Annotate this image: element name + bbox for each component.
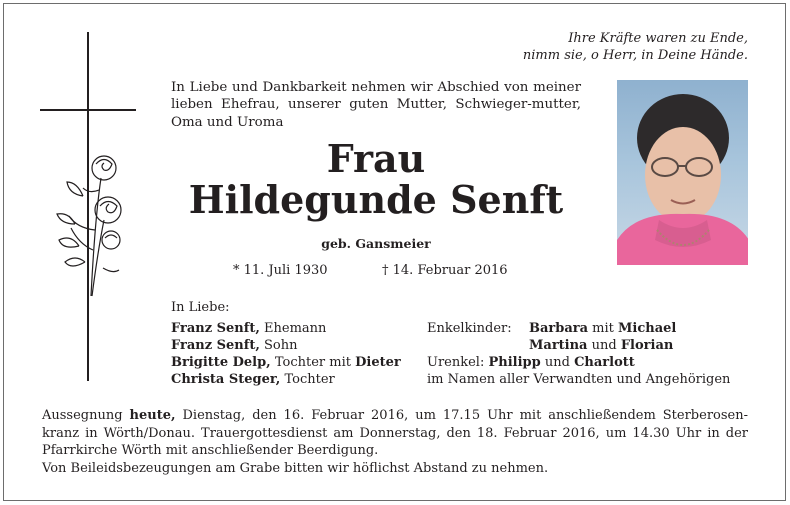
death-date: † 14. Februar 2016 xyxy=(382,263,508,278)
grandchildren-line-2 xyxy=(427,337,730,354)
family-member xyxy=(171,320,401,337)
family-member xyxy=(171,354,401,371)
name-prefix: Frau xyxy=(326,136,426,181)
intro-text: In Liebe und Dankbarkeit nehmen wir Abschied von meiner lieben Ehefrau, unserer guten Mutter, Schwieger-mutter, Oma und Uroma xyxy=(171,80,581,130)
funeral-day: heute, xyxy=(129,408,176,423)
mourners-label: In Liebe: xyxy=(171,300,230,315)
birth-date: * 11. Juli 1930 xyxy=(233,263,328,278)
grandchildren-label: Enkelkinder: xyxy=(427,321,512,336)
funeral-info xyxy=(42,407,748,477)
family-member-relation: Sohn xyxy=(259,338,298,353)
family-member-name: Brigitte Delp, xyxy=(171,355,271,370)
motto-line-2: nimm sie, o Herr, in Deine Hände. xyxy=(522,48,748,63)
family-member-relation: Tochter xyxy=(280,372,335,387)
condolence-note: Von Beileidsbezeugungen am Grabe bitten wir höflichst Abstand zu nehmen. xyxy=(42,460,549,476)
great-grandchildren-label: Urenkel: xyxy=(427,355,489,370)
family-member-name: Franz Senft, xyxy=(171,338,260,353)
others-line: im Namen aller Verwandten und Angehörigen xyxy=(427,372,731,387)
funeral-paragraph xyxy=(42,407,748,460)
great-grandchild-name: Philipp xyxy=(488,355,541,370)
family-member-name: Christa Steger, xyxy=(171,372,281,387)
grandchild-name: Michael xyxy=(618,321,677,336)
motto xyxy=(470,30,748,64)
great-grandchild-connector: und xyxy=(540,355,575,370)
great-grandchild-name: Charlott xyxy=(574,355,635,370)
grandchild-connector: mit xyxy=(588,321,619,336)
family-list xyxy=(171,320,401,388)
portrait-illustration xyxy=(617,80,748,265)
motto-line-1: Ihre Kräfte waren zu Ende, xyxy=(568,31,748,46)
cross-horizontal-bar xyxy=(40,109,136,111)
funeral-details: Dienstag, den 16. Februar 2016, um 17.15 Uhr mit anschließendem Sterberosen-kranz in Wörth/Donau. Trauergottesdienst am Donnerstag, den 18. Februar 2016, um 14.30 Uhr in der Pfarrkirche Wörth mit anschließender Beerdigung. xyxy=(42,408,748,458)
grandchild-name: Barbara xyxy=(529,321,589,336)
portrait-photo xyxy=(617,80,748,265)
grandchildren-block xyxy=(427,320,730,388)
rose-branch-icon xyxy=(55,150,130,300)
family-member-name: Franz Senft, xyxy=(171,321,260,336)
family-member-relation: Ehemann xyxy=(259,321,327,336)
funeral-text: Aussegnung xyxy=(42,408,130,423)
deceased-name: Hildegunde Senft xyxy=(188,177,564,222)
grandchildren-line-1 xyxy=(427,320,730,337)
great-grandchildren-line xyxy=(427,354,730,371)
grandchild-connector: und xyxy=(587,338,621,353)
family-member-relation: Tochter mit xyxy=(270,355,356,370)
family-member xyxy=(171,371,401,388)
grandchild-name: Florian xyxy=(620,338,674,353)
grandchild-name: Martina xyxy=(529,338,588,353)
maiden-name: geb. Gansmeier xyxy=(321,236,431,251)
family-member xyxy=(171,337,401,354)
family-member-partner: Dieter xyxy=(355,355,401,370)
